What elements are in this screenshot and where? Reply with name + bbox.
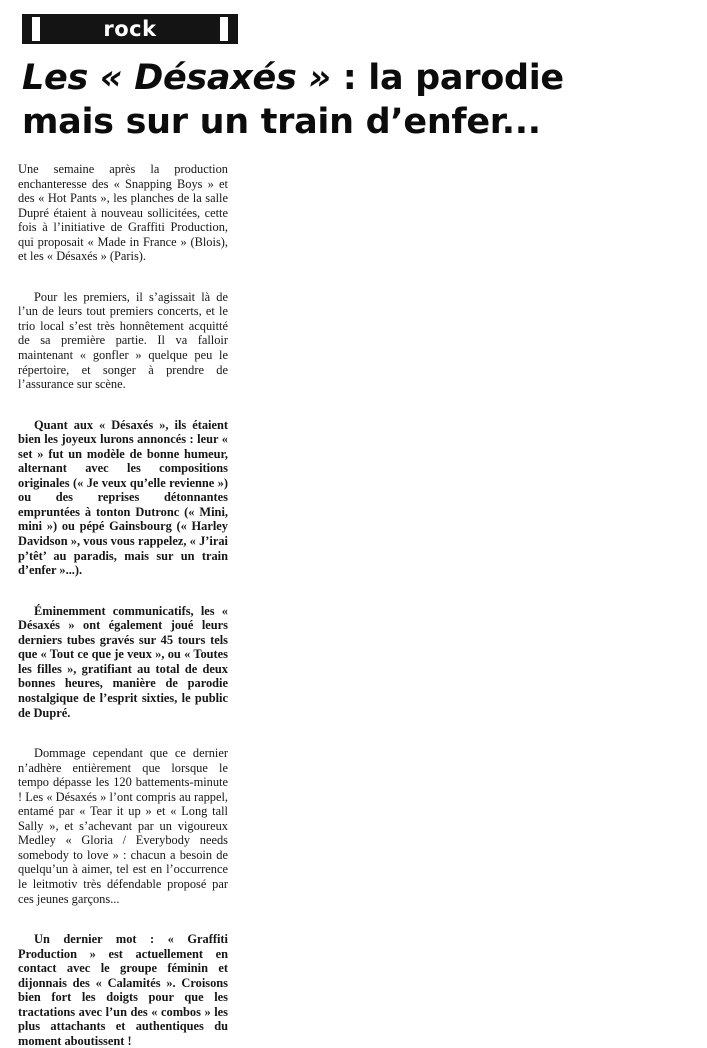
article-body [18,162,228,1048]
article-paragraph-5: Dommage cependant que ce dernier n’adhère entièrement que lorsque le tempo dépasse les 120 battements-minute ! Les « Désaxés » l’ont compris au rappel, entamé par « Tear it up » et « Long tall Sally », et s’achevant par un vigoureux Medley « Gloria / Everybody needs somebody to love » : chacun a besoin de quelqu’un à aimer, tel est en l’occurrence le leitmotiv très défendable proposé par ces jeunes garçons... [18,746,228,906]
headline-line-1 [22,56,692,100]
rubric-label: rock [103,17,157,41]
headline-line-2: mais sur un train d’enfer... [22,102,541,142]
section-rubric [22,14,238,44]
article-paragraph-6: Un dernier mot : « Graffiti Production » est actuellement en contact avec le groupe féminin et dijonnais des « Calamités ». Croisons bien fort les doigts pour que les tractations avec l’un des « combos » les plus attachants et authentiques du moment aboutissent ! [18,932,228,1048]
rubric-right-bar [220,17,228,41]
article-paragraph-2: Pour les premiers, il s’agissait là de l’un de leurs tout premiers concerts, et le trio local s’est très honnêtement acquitté de sa première partie. Il va falloir maintenant « gonfler » quelque peu le répertoire, et songer à prendre de l’assurance sur scène. [18,289,228,392]
headline-band-name: Les « Désaxés » [22,58,331,98]
article-headline [22,56,692,144]
article-paragraph-3: Quant aux « Désaxés », ils étaient bien les joyeux lurons annoncés : leur « set » fut un modèle de bonne humeur, alternant avec les compositions originales (« Je veux qu’elle revienne ») ou des reprises détonnantes empruntées à tonton Dutronc (« Mini, mini ») ou pépé Gainsbourg (« Harley Davidson », vous vous rappelez, « J’irai p’têt’ au paradis, mais sur un train d’enfer »...). [18,417,228,578]
headline-line-1-rest: : la parodie [330,58,564,98]
article-paragraph-4: Éminemment communicatifs, les « Désaxés » ont également joué leurs derniers tubes gravés sur 45 tours tels que « Tout ce que je veux », ou « Toutes les filles », gratifiant au total de deux bonnes heures, manière de parodie nostalgique de l’esprit sixties, le public de Dupré. [18,603,228,720]
article-paragraph-1: Une semaine après la production enchanteresse des « Snapping Boys » et des « Hot Pants », les planches de la salle Dupré étaient à nouveau sollicitées, cette fois à l’initiative de Graffiti Production, qui proposait « Made in France » (Blois), et les « Désaxés » (Paris). [18,162,228,264]
